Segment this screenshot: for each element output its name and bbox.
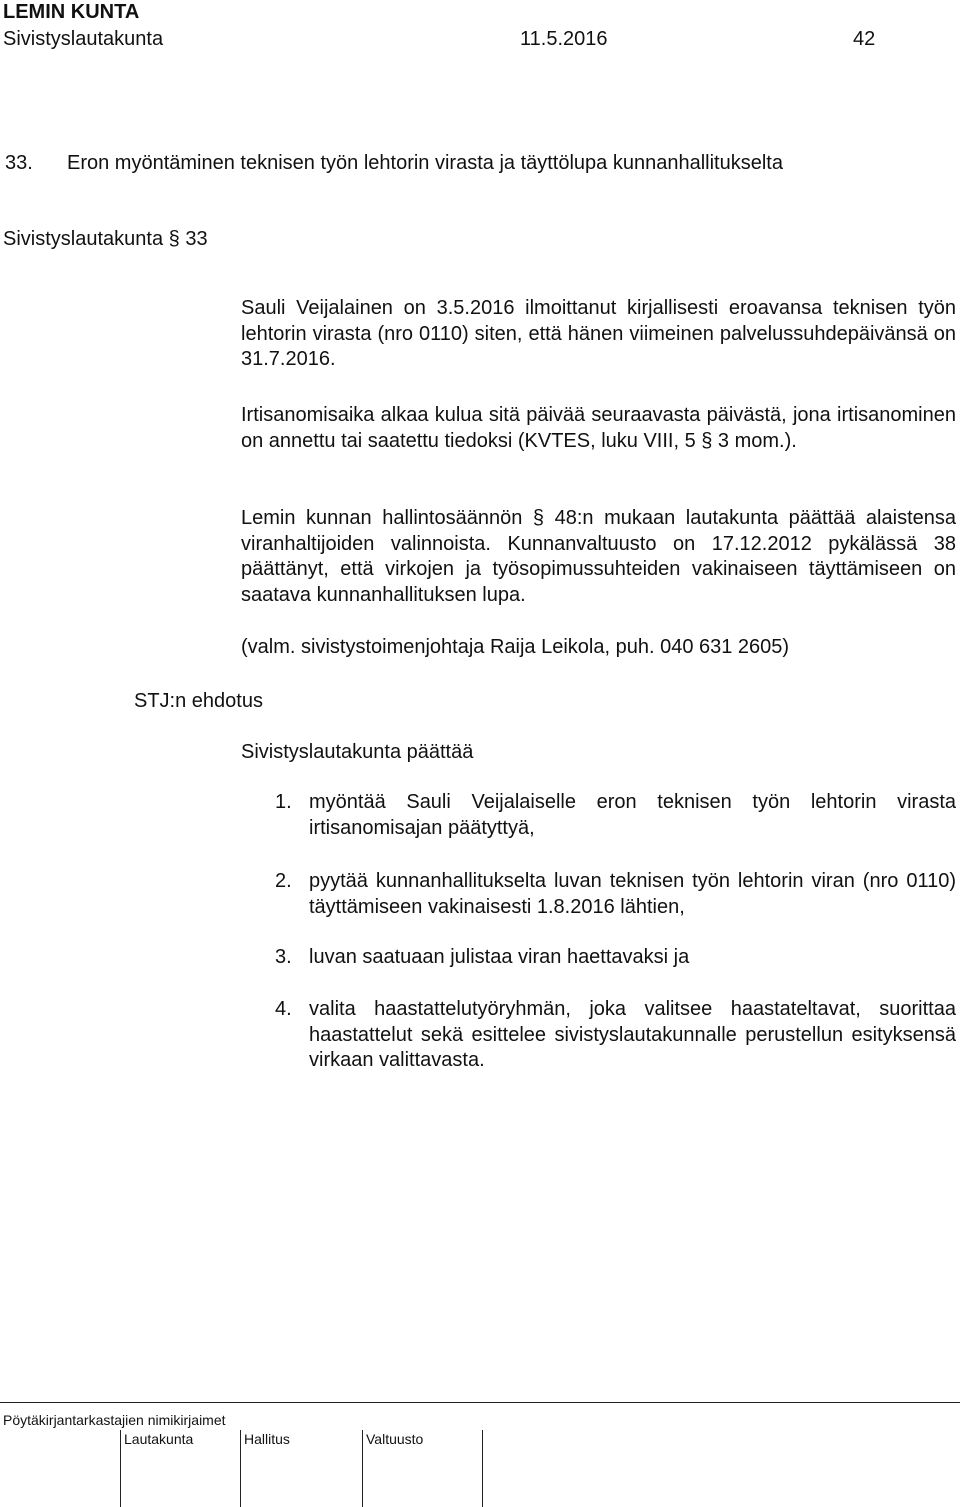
- item-text: valita haastattelutyöryhmän, joka valitsee haastateltavat, suorittaa haastattelut sekä esittelee sivistyslautakunnalle perustellun esityksensä virkaan valittavasta.: [309, 998, 956, 1072]
- footer-divider: [0, 1402, 960, 1403]
- signature-divider: [240, 1430, 241, 1507]
- section-number: 33.: [5, 152, 33, 174]
- section-reference: Sivistyslautakunta § 33: [3, 228, 208, 250]
- organization-name: LEMIN KUNTA: [3, 1, 140, 23]
- preparer-note: (valm. sivistystoimenjohtaja Raija Leikola, puh. 040 631 2605): [241, 636, 790, 658]
- item-text: pyytää kunnanhallitukselta luvan teknisen työn lehtorin viran (nro 0110) täyttämiseen vakinaisesti 1.8.2016 lähtien,: [309, 870, 956, 918]
- body-paragraph: Sauli Veijalainen on 3.5.2016 ilmoittanut kirjallisesti eroavansa teknisen työn lehtorin virasta (nro 0110) siten, että hänen viimeinen palvelussuhdepäivänsä on 31.7.2016.: [241, 297, 956, 371]
- footer-title: Pöytäkirjantarkastajien nimikirjaimet: [3, 1412, 226, 1428]
- item-text: luvan saatuaan julistaa viran haettavaksi ja: [309, 946, 690, 968]
- signature-column-hallitus: Hallitus: [244, 1431, 290, 1447]
- page-number: 42: [853, 28, 876, 50]
- signature-divider: [482, 1430, 483, 1507]
- item-number: 4.: [275, 998, 292, 1020]
- decision-item: [275, 945, 956, 971]
- signature-divider: [362, 1430, 363, 1507]
- item-number: 2.: [275, 870, 292, 892]
- signature-divider: [120, 1430, 121, 1507]
- signature-column-valtuusto: Valtuusto: [366, 1431, 424, 1447]
- decision-item: [275, 997, 956, 1074]
- section-title: Eron myöntäminen teknisen työn lehtorin virasta ja täyttölupa kunnanhallitukselta: [67, 152, 783, 174]
- decision-item: [275, 790, 956, 841]
- item-number: 1.: [275, 791, 292, 813]
- header-committee: Sivistyslautakunta: [3, 28, 164, 50]
- section-heading: [5, 150, 783, 176]
- decision-intro: Sivistyslautakunta päättää: [241, 741, 474, 763]
- body-paragraph: Irtisanomisaika alkaa kulua sitä päivää seuraavasta päivästä, jona irtisanominen on annettu tai saatettu tiedoksi (KVTES, luku VIII, 5 § 3 mom.).: [241, 404, 956, 452]
- item-text: myöntää Sauli Veijalaiselle eron teknisen työn lehtorin virasta irtisanomisajan päätyttyä,: [309, 791, 956, 839]
- body-paragraph: Lemin kunnan hallintosäännön § 48:n mukaan lautakunta päättää alaistensa viranhaltijoiden valinnoista. Kunnanvaltuusto on 17.12.2012 pykälässä 38 päättänyt, että virkojen ja työsopimussuhteiden vakinaiseen täyttämiseen on saatava kunnanhallituksen lupa.: [241, 507, 956, 606]
- decision-item: [275, 869, 956, 920]
- header-date: 11.5.2016: [520, 28, 608, 50]
- proposal-label: STJ:n ehdotus: [134, 690, 263, 712]
- signature-column-lautakunta: Lautakunta: [124, 1431, 194, 1447]
- item-number: 3.: [275, 946, 292, 968]
